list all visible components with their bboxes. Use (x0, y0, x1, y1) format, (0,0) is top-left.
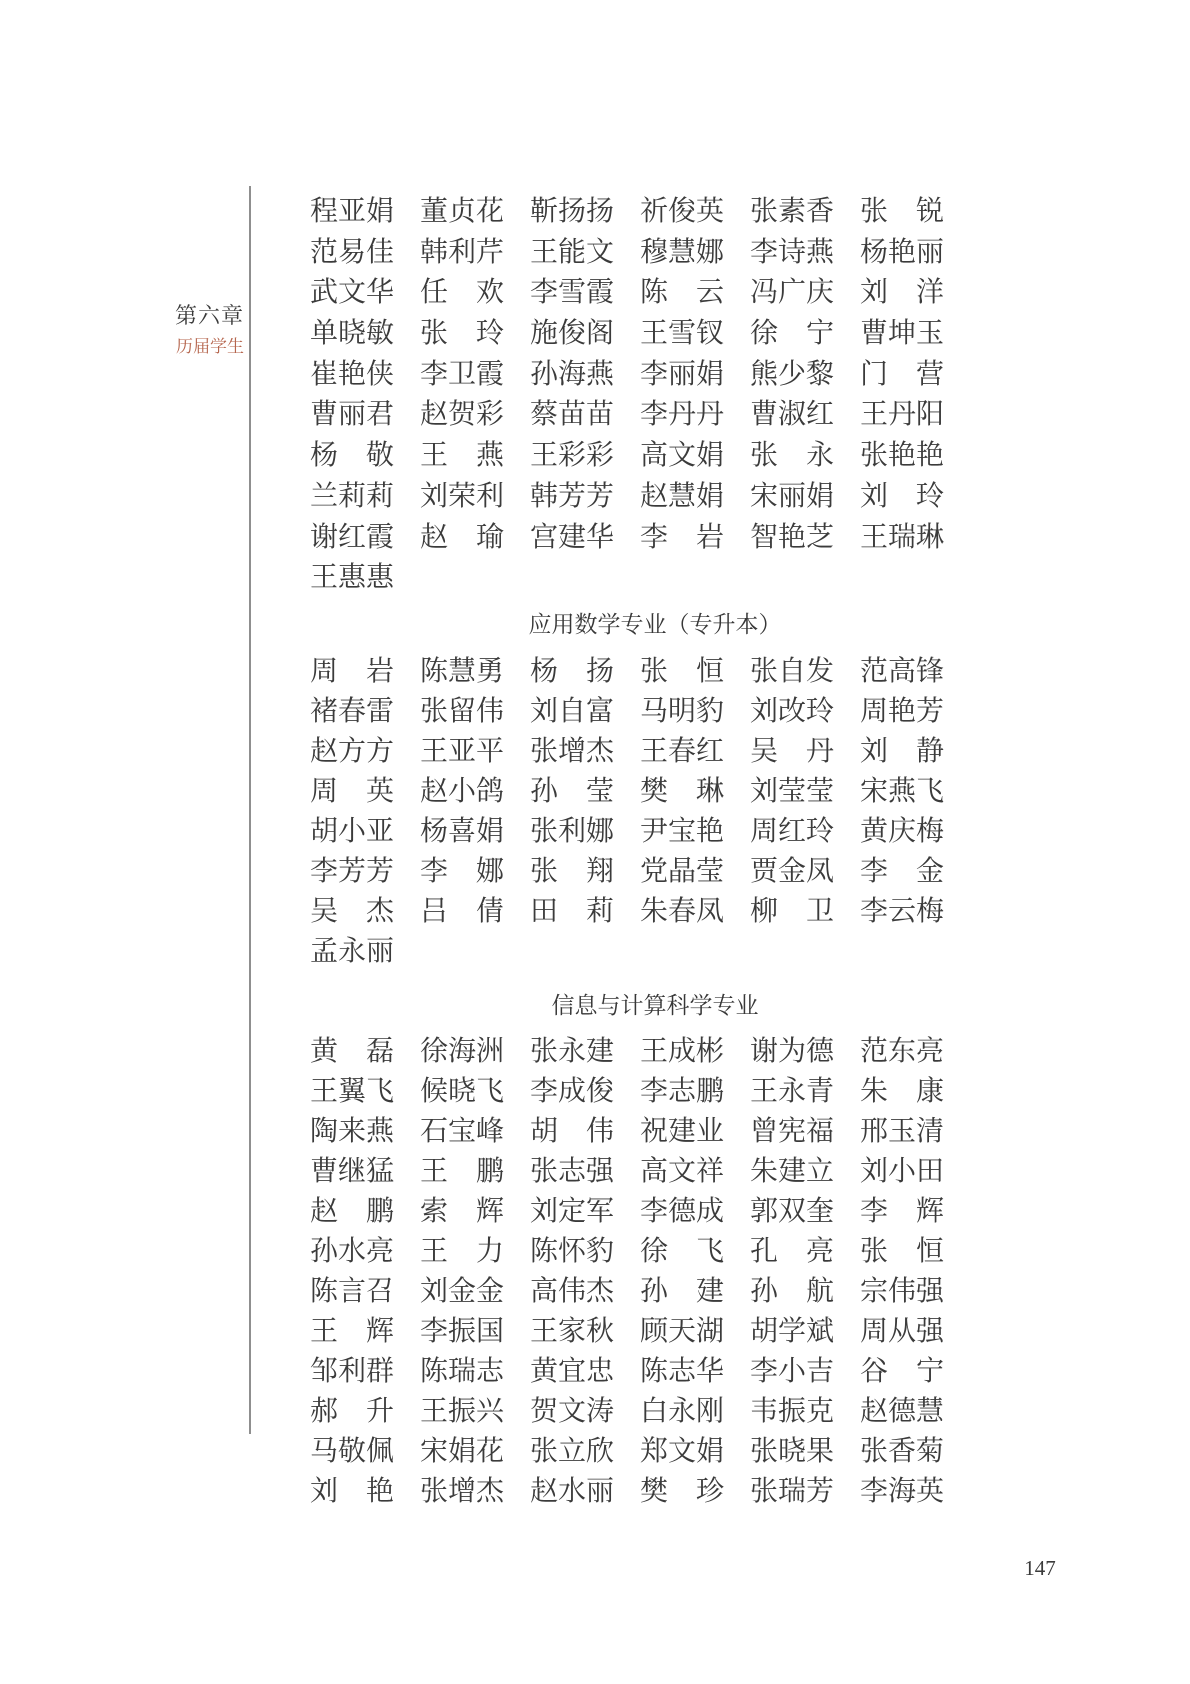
student-name: 赵慧娟 (640, 480, 725, 512)
student-name: 范东亮 (860, 1036, 945, 1067)
student-name: 周 岩 (310, 656, 395, 687)
student-name: 王 力 (420, 1236, 505, 1267)
student-name: 孙水亮 (310, 1236, 395, 1267)
student-name: 李雪霞 (530, 277, 615, 309)
student-name: 董贞花 (420, 196, 505, 227)
student-name: 范高锋 (860, 656, 945, 687)
student-name: 张志强 (530, 1156, 615, 1187)
student-name: 张香菊 (860, 1436, 945, 1467)
student-name: 田 莉 (530, 896, 615, 927)
student-name: 冯广庆 (750, 277, 835, 309)
student-name: 陈怀豹 (530, 1236, 615, 1267)
student-name: 李志鹏 (640, 1076, 725, 1107)
student-name: 单晓敏 (310, 318, 395, 350)
student-name: 蔡苗苗 (530, 399, 615, 431)
student-name: 张留伟 (420, 696, 505, 727)
student-name: 褚春雷 (310, 696, 395, 727)
student-name: 周 英 (310, 776, 395, 807)
student-name: 顾天湖 (640, 1316, 725, 1347)
student-name: 张晓果 (750, 1436, 835, 1467)
student-name: 张 锐 (860, 196, 945, 227)
student-name: 李振国 (420, 1316, 505, 1347)
student-name: 宫建华 (530, 521, 615, 553)
student-name: 谷 宁 (860, 1356, 945, 1387)
student-name: 李小吉 (750, 1356, 835, 1387)
student-name: 陶来燕 (310, 1116, 395, 1147)
student-name: 崔艳侠 (310, 358, 395, 390)
student-name: 王永青 (750, 1076, 835, 1107)
student-name: 吕 倩 (420, 896, 505, 927)
student-name: 孙 莹 (530, 776, 615, 807)
student-name: 马敬佩 (310, 1436, 395, 1467)
student-name: 胡 伟 (530, 1116, 615, 1147)
student-name: 刘定军 (530, 1196, 615, 1227)
student-name-list-undergrad (310, 192, 944, 599)
student-name: 宗伟强 (860, 1276, 945, 1307)
student-name: 李 金 (860, 856, 945, 887)
student-name: 韦振克 (750, 1396, 835, 1427)
student-name: 杨艳丽 (860, 236, 945, 268)
student-name: 赵 瑜 (420, 521, 505, 553)
student-name: 高伟杰 (530, 1276, 615, 1307)
student-name: 宋燕飞 (860, 776, 945, 807)
student-name: 曾宪福 (750, 1116, 835, 1147)
student-name: 郝 升 (310, 1396, 395, 1427)
student-name: 刘 静 (860, 736, 945, 767)
student-name: 赵小鸽 (420, 776, 505, 807)
student-name: 张 恒 (860, 1236, 945, 1267)
student-name: 施俊阁 (530, 318, 615, 350)
student-name: 任 欢 (420, 277, 505, 309)
student-name: 赵水丽 (530, 1476, 615, 1507)
student-name: 高文娟 (640, 440, 725, 472)
student-name: 王丹阳 (860, 399, 945, 431)
student-name: 周红玲 (750, 816, 835, 847)
student-name: 孙 航 (750, 1276, 835, 1307)
student-name: 杨喜娟 (420, 816, 505, 847)
student-name: 李 岩 (640, 521, 725, 553)
student-name: 陈瑞志 (420, 1356, 505, 1387)
student-name: 张 永 (750, 440, 835, 472)
student-name: 王彩彩 (530, 440, 615, 472)
student-name: 李丽娟 (640, 358, 725, 390)
student-name: 徐 宁 (750, 318, 835, 350)
student-name: 王翼飞 (310, 1076, 395, 1107)
student-name: 杨 扬 (530, 656, 615, 687)
student-name: 王成彬 (640, 1036, 725, 1067)
student-name: 候晓飞 (420, 1076, 505, 1107)
student-name: 谢红霞 (310, 521, 395, 553)
student-name: 杨 敬 (310, 440, 395, 472)
student-name: 孟永丽 (310, 936, 395, 967)
student-name: 王瑞琳 (860, 521, 945, 553)
student-name: 刘自富 (530, 696, 615, 727)
student-name: 高文祥 (640, 1156, 725, 1187)
student-name: 吴 杰 (310, 896, 395, 927)
student-name: 樊 琳 (640, 776, 725, 807)
student-name: 石宝峰 (420, 1116, 505, 1147)
student-name: 李云梅 (860, 896, 945, 927)
student-name: 赵贺彩 (420, 399, 505, 431)
student-name: 王 鹏 (420, 1156, 505, 1187)
student-name: 王家秋 (530, 1316, 615, 1347)
student-name: 马明豹 (640, 696, 725, 727)
student-name: 朱 康 (860, 1076, 945, 1107)
student-name: 黄 磊 (310, 1036, 395, 1067)
student-name: 周从强 (860, 1316, 945, 1347)
student-name: 王亚平 (420, 736, 505, 767)
student-name: 朱建立 (750, 1156, 835, 1187)
student-name: 王 辉 (310, 1316, 395, 1347)
student-name: 宋娟花 (420, 1436, 505, 1467)
student-name: 王春红 (640, 736, 725, 767)
student-name: 党晶莹 (640, 856, 725, 887)
student-name: 智艳芝 (750, 521, 835, 553)
student-name: 柳 卫 (750, 896, 835, 927)
student-name: 王雪钗 (640, 318, 725, 350)
student-name: 靳扬扬 (530, 196, 615, 227)
student-name: 李诗燕 (750, 236, 835, 268)
student-name: 王 燕 (420, 440, 505, 472)
student-name: 周艳芳 (860, 696, 945, 727)
student-name: 樊 珍 (640, 1476, 725, 1507)
chapter-label: 第六章 (175, 303, 245, 328)
student-name: 曹继猛 (310, 1156, 395, 1187)
student-name: 张永建 (530, 1036, 615, 1067)
student-name: 索 辉 (420, 1196, 505, 1227)
student-name: 武文华 (310, 277, 395, 309)
student-name: 郭双奎 (750, 1196, 835, 1227)
student-name: 白永刚 (640, 1396, 725, 1427)
student-name: 贾金凤 (750, 856, 835, 887)
student-name: 刘荣利 (420, 480, 505, 512)
student-name: 李芳芳 (310, 856, 395, 887)
student-name: 张立欣 (530, 1436, 615, 1467)
student-name: 李卫霞 (420, 358, 505, 390)
student-name: 曹淑红 (750, 399, 835, 431)
student-name: 李成俊 (530, 1076, 615, 1107)
student-name-list-info-computing (310, 1032, 944, 1512)
student-name: 李 辉 (860, 1196, 945, 1227)
student-name: 张 翔 (530, 856, 615, 887)
student-name: 赵 鹏 (310, 1196, 395, 1227)
student-name: 王能文 (530, 236, 615, 268)
student-name: 徐 飞 (640, 1236, 725, 1267)
student-name: 穆慧娜 (640, 236, 725, 268)
student-name: 张 玲 (420, 318, 505, 350)
student-name: 邢玉清 (860, 1116, 945, 1147)
student-name: 刘改玲 (750, 696, 835, 727)
student-name: 刘 艳 (310, 1476, 395, 1507)
student-name: 朱春凤 (640, 896, 725, 927)
student-name: 徐海洲 (420, 1036, 505, 1067)
student-name: 孙海燕 (530, 358, 615, 390)
section-heading-applied-math: 应用数学专业（专升本） (528, 611, 782, 637)
student-name: 兰莉莉 (310, 480, 395, 512)
student-name: 祈俊英 (640, 196, 725, 227)
student-name: 张素香 (750, 196, 835, 227)
student-name: 张 恒 (640, 656, 725, 687)
student-name: 黄庆梅 (860, 816, 945, 847)
student-name: 赵德慧 (860, 1396, 945, 1427)
student-name: 祝建业 (640, 1116, 725, 1147)
student-name: 谢为德 (750, 1036, 835, 1067)
student-name: 程亚娟 (310, 196, 395, 227)
student-name: 李德成 (640, 1196, 725, 1227)
student-name: 张增杰 (420, 1476, 505, 1507)
student-name: 王惠惠 (310, 562, 395, 594)
student-name: 刘小田 (860, 1156, 945, 1187)
student-name: 陈慧勇 (420, 656, 505, 687)
sidebar-divider (249, 186, 251, 1434)
student-name: 吴 丹 (750, 736, 835, 767)
student-name: 王振兴 (420, 1396, 505, 1427)
student-name: 尹宝艳 (640, 816, 725, 847)
student-name: 李丹丹 (640, 399, 725, 431)
student-name: 孔 亮 (750, 1236, 835, 1267)
student-name: 陈志华 (640, 1356, 725, 1387)
student-name: 韩利芹 (420, 236, 505, 268)
student-name: 胡学斌 (750, 1316, 835, 1347)
student-name: 刘 洋 (860, 277, 945, 309)
student-name: 郑文娟 (640, 1436, 725, 1467)
student-name: 曹丽君 (310, 399, 395, 431)
student-name: 赵方方 (310, 736, 395, 767)
student-name: 张利娜 (530, 816, 615, 847)
student-name: 张艳艳 (860, 440, 945, 472)
chapter-subtitle: 历届学生 (176, 337, 244, 356)
student-name: 门 营 (860, 358, 945, 390)
student-name: 熊少黎 (750, 358, 835, 390)
student-name: 李 娜 (420, 856, 505, 887)
student-name: 张瑞芳 (750, 1476, 835, 1507)
student-name-list-applied-math (310, 652, 944, 972)
student-name: 刘 玲 (860, 480, 945, 512)
student-name: 贺文涛 (530, 1396, 615, 1427)
section-heading-info-computing: 信息与计算科学专业 (551, 992, 759, 1018)
student-name: 黄宜忠 (530, 1356, 615, 1387)
page-number: 147 (1024, 1556, 1056, 1580)
student-name: 刘莹莹 (750, 776, 835, 807)
student-name: 张增杰 (530, 736, 615, 767)
student-name: 陈言召 (310, 1276, 395, 1307)
student-name: 胡小亚 (310, 816, 395, 847)
student-name: 曹坤玉 (860, 318, 945, 350)
student-name: 孙 建 (640, 1276, 725, 1307)
student-name: 李海英 (860, 1476, 945, 1507)
student-name: 韩芳芳 (530, 480, 615, 512)
student-name: 邹利群 (310, 1356, 395, 1387)
student-name: 宋丽娟 (750, 480, 835, 512)
student-name: 张自发 (750, 656, 835, 687)
student-name: 陈 云 (640, 277, 725, 309)
student-name: 刘金金 (420, 1276, 505, 1307)
student-name: 范易佳 (310, 236, 395, 268)
